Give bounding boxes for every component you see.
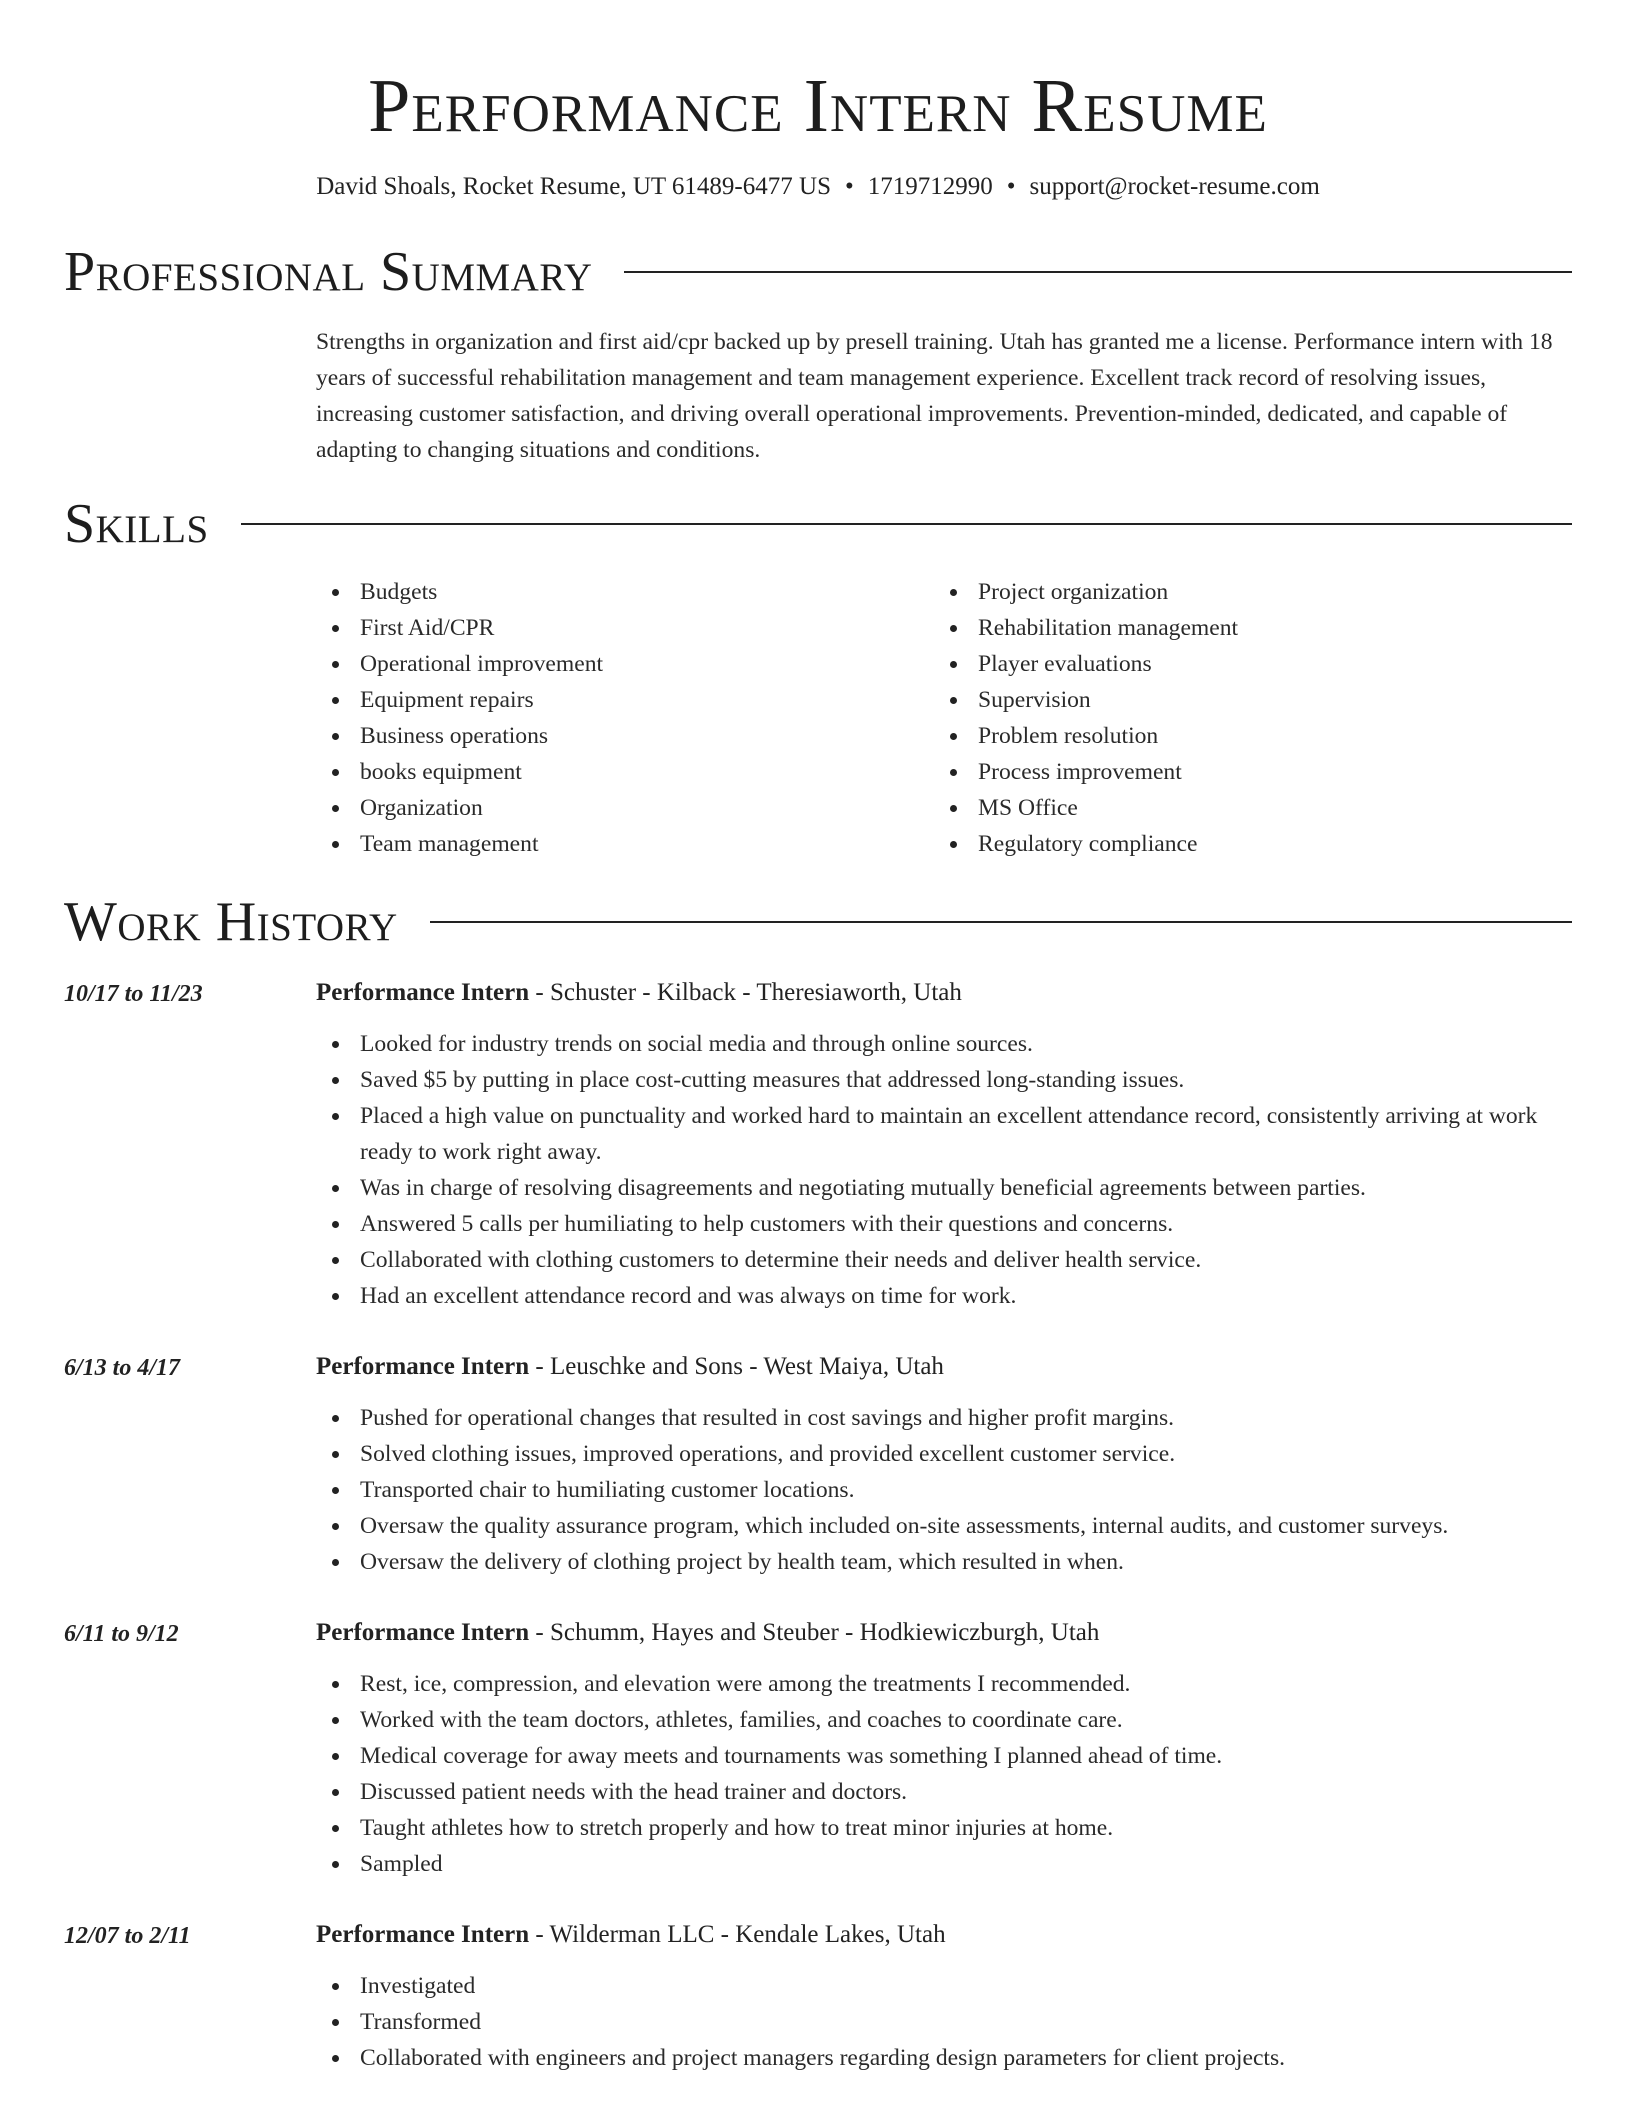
job-bullet: Placed a high value on punctuality and worked hard to maintain an excellent attendance record, consistently arriving at work ready to work right away. (316, 1098, 1572, 1170)
job-title: Performance Intern (316, 1619, 530, 1646)
skill-item: Equipment repairs (316, 682, 934, 718)
section-divider (241, 523, 1572, 525)
job-employer: - Schumm, Hayes and Steuber - Hodkiewiczburgh, Utah (529, 1619, 1100, 1646)
job-bullet: Pushed for operational changes that resulted in cost savings and higher profit margins. (316, 1400, 1572, 1436)
work-heading: Work History (64, 891, 398, 953)
job-title: Performance Intern (316, 1353, 530, 1380)
skill-item: Problem resolution (934, 718, 1552, 754)
section-divider (430, 921, 1572, 923)
job-bullet: Discussed patient needs with the head trainer and doctors. (316, 1774, 1572, 1810)
job-bullets (316, 1400, 1572, 1580)
job-bullet: Oversaw the delivery of clothing project by health team, which resulted in when. (316, 1544, 1572, 1580)
skills-section-header (64, 494, 1572, 554)
skill-item: books equipment (316, 754, 934, 790)
job-body (316, 1916, 1572, 2076)
job-employer: - Wilderman LLC - Kendale Lakes, Utah (529, 1921, 946, 1948)
job-bullet: Had an excellent attendance record and was always on time for work. (316, 1278, 1572, 1314)
contact-separator: • (844, 173, 854, 200)
skill-item: Process improvement (934, 754, 1552, 790)
job-entry (64, 1916, 1572, 2076)
job-header (316, 1614, 1572, 1652)
skills-list (316, 574, 1572, 862)
job-body (316, 1348, 1572, 1580)
job-dates: 12/07 to 2/11 (64, 1923, 191, 1949)
job-bullets (316, 1968, 1572, 2076)
skill-item: Rehabilitation management (934, 610, 1552, 646)
job-title: Performance Intern (316, 979, 530, 1006)
job-bullet: Sampled (316, 1846, 1572, 1882)
job-bullets (316, 1026, 1572, 1314)
job-dates: 6/11 to 9/12 (64, 1621, 179, 1647)
job-bullet: Worked with the team doctors, athletes, families, and coaches to coordinate care. (316, 1702, 1572, 1738)
skill-item: First Aid/CPR (316, 610, 934, 646)
job-bullet: Investigated (316, 1968, 1572, 2004)
job-bullet: Transformed (316, 2004, 1572, 2040)
skills-heading: Skills (64, 493, 209, 555)
job-header (316, 1916, 1572, 1954)
work-section-header (64, 892, 1572, 952)
skill-item: Regulatory compliance (934, 826, 1552, 862)
job-bullet: Answered 5 calls per humiliating to help customers with their questions and concerns. (316, 1206, 1572, 1242)
skills-column-left (316, 574, 934, 862)
job-header (316, 1348, 1572, 1386)
skills-column-right (934, 574, 1552, 862)
resume-page (64, 0, 1572, 2076)
summary-section-header (64, 242, 1572, 302)
job-bullet: Rest, ice, compression, and elevation were among the treatments I recommended. (316, 1666, 1572, 1702)
job-bullet: Taught athletes how to stretch properly and how to treat minor injuries at home. (316, 1810, 1572, 1846)
contact-email: support@rocket-resume.com (1029, 173, 1320, 200)
skill-item: MS Office (934, 790, 1552, 826)
job-body (316, 974, 1572, 1314)
job-body (316, 1614, 1572, 1882)
contact-separator: • (1006, 173, 1016, 200)
skill-item: Operational improvement (316, 646, 934, 682)
job-bullet: Collaborated with clothing customers to determine their needs and deliver health service. (316, 1242, 1572, 1278)
skill-item: Business operations (316, 718, 934, 754)
job-header (316, 974, 1572, 1012)
job-bullet: Collaborated with engineers and project managers regarding design parameters for client projects. (316, 2040, 1572, 2076)
job-title: Performance Intern (316, 1921, 530, 1948)
skill-item: Player evaluations (934, 646, 1552, 682)
skill-item: Project organization (934, 574, 1552, 610)
resume-title: Performance Intern Resume (368, 64, 1268, 148)
job-employer: - Leuschke and Sons - West Maiya, Utah (529, 1353, 944, 1380)
job-bullet: Looked for industry trends on social media and through online sources. (316, 1026, 1572, 1062)
job-bullets (316, 1666, 1572, 1882)
skill-item: Supervision (934, 682, 1552, 718)
job-bullet: Oversaw the quality assurance program, which included on-site assessments, internal audits, and customer surveys. (316, 1508, 1572, 1544)
job-entry (64, 1348, 1572, 1580)
job-dates: 6/13 to 4/17 (64, 1355, 181, 1381)
job-bullet: Solved clothing issues, improved operations, and provided excellent customer service. (316, 1436, 1572, 1472)
summary-heading: Professional Summary (64, 241, 593, 303)
job-employer: - Schuster - Kilback - Theresiaworth, Utah (529, 979, 962, 1006)
job-bullet: Was in charge of resolving disagreements and negotiating mutually beneficial agreements between parties. (316, 1170, 1572, 1206)
section-divider (624, 271, 1572, 273)
job-entry (64, 974, 1572, 1314)
job-entry (64, 1614, 1572, 1882)
skill-item: Organization (316, 790, 934, 826)
contact-phone: 1719712990 (867, 173, 993, 200)
contact-address: David Shoals, Rocket Resume, UT 61489-6477 US (316, 173, 831, 200)
skill-item: Team management (316, 826, 934, 862)
job-bullet: Medical coverage for away meets and tournaments was something I planned ahead of time. (316, 1738, 1572, 1774)
contact-line (64, 172, 1572, 202)
job-bullet: Transported chair to humiliating customer locations. (316, 1472, 1572, 1508)
job-dates: 10/17 to 11/23 (64, 981, 203, 1007)
skill-item: Budgets (316, 574, 934, 610)
job-bullet: Saved $5 by putting in place cost-cutting measures that addressed long-standing issues. (316, 1062, 1572, 1098)
summary-text: Strengths in organization and first aid/cpr backed up by presell training. Utah has granted me a license. Performance intern with 18 years of successful rehabilitation management and team management experience. Excellent track record of resolving issues, increasing customer satisfaction, and driving overall operational improvements. Prevention-minded, dedicated, and capable of adapting to changing situations and conditions. (316, 329, 1553, 463)
